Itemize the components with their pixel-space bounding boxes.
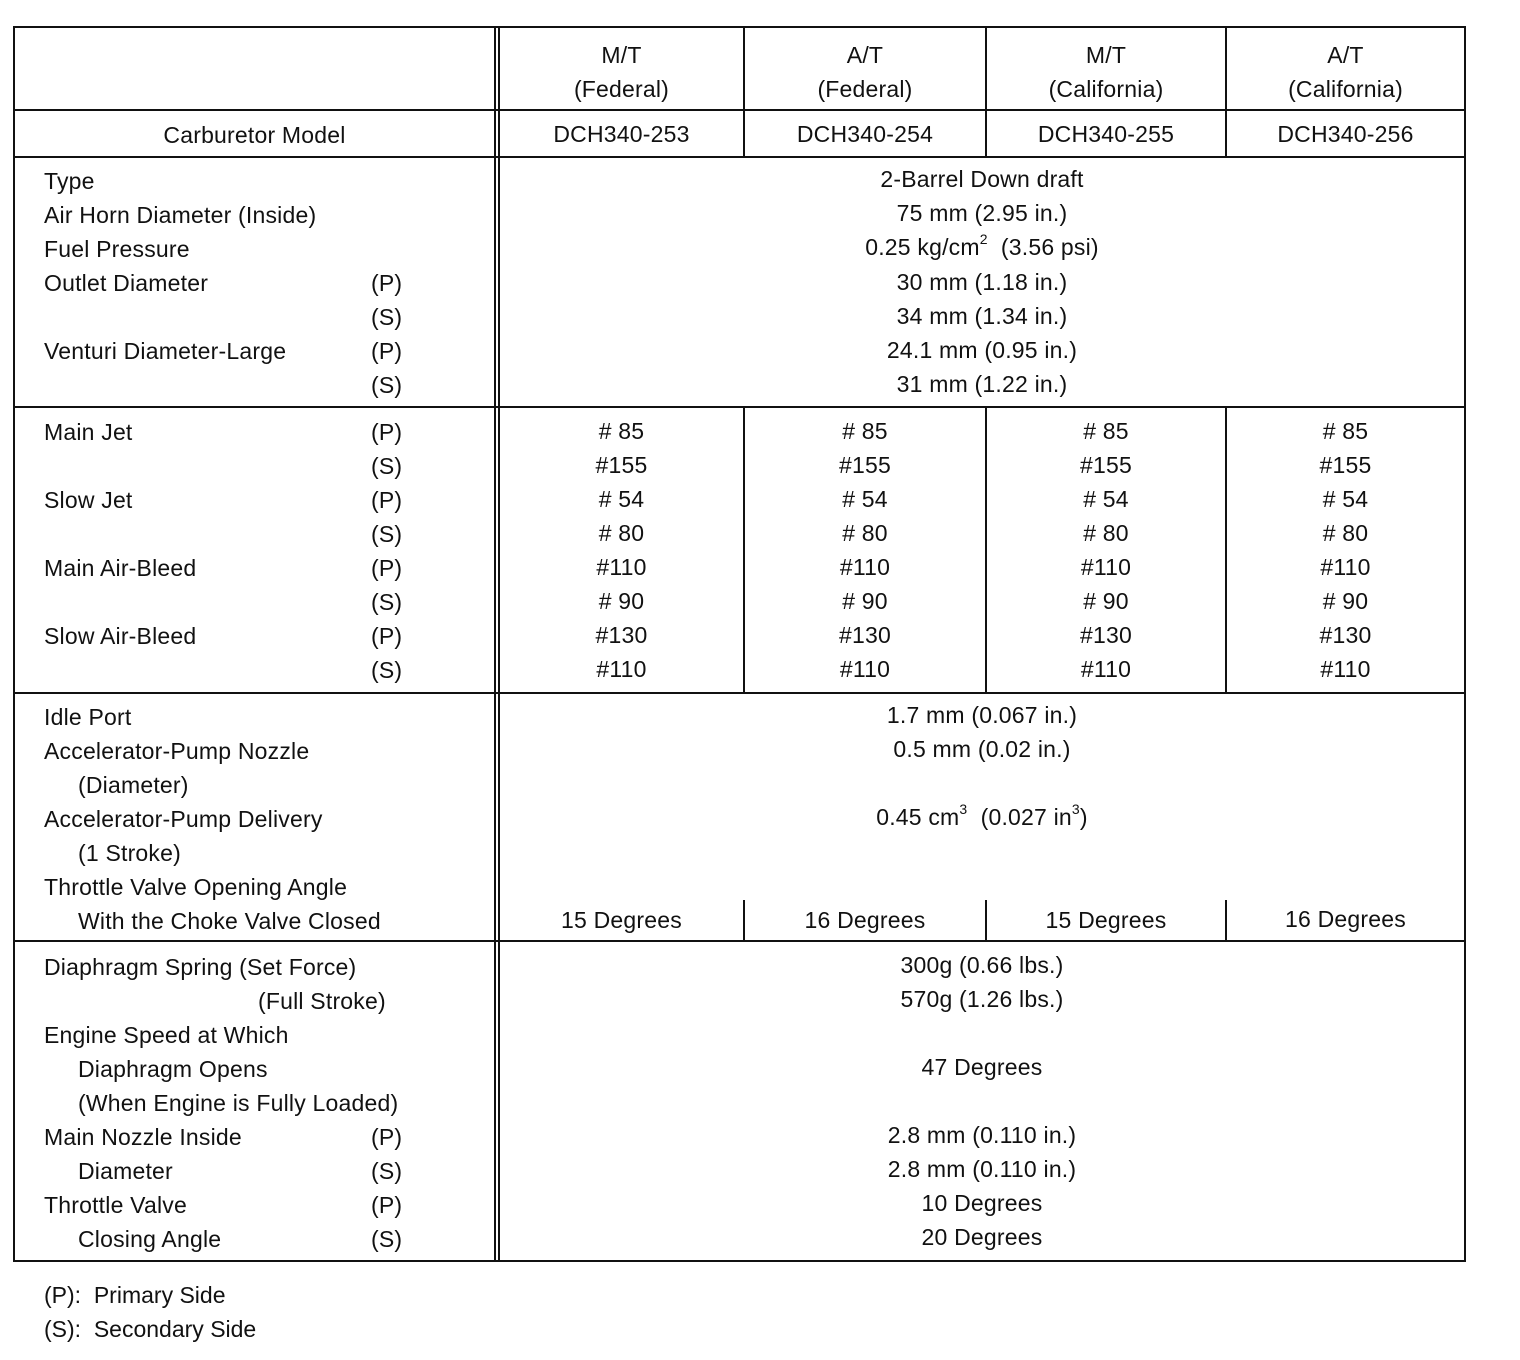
slow-jet-s: # 80 bbox=[1322, 520, 1369, 546]
diaphragm-label-2: (Full Stroke) bbox=[258, 988, 386, 1014]
col4-model: DCH340-256 bbox=[1277, 121, 1414, 147]
outlet-value-s: 34 mm (1.34 in.) bbox=[896, 303, 1068, 329]
main-jet-s: #155 bbox=[839, 452, 891, 478]
main-air-bleed-side-p: (P) bbox=[371, 555, 403, 581]
col2-header-line1: A/T bbox=[846, 42, 884, 68]
slow-air-bleed-s: #110 bbox=[1320, 656, 1371, 682]
col4-header-line2: (California) bbox=[1288, 76, 1403, 102]
throttle-closing-side-p: (P) bbox=[371, 1192, 403, 1218]
note-secondary-key: (S): bbox=[44, 1316, 82, 1342]
main-air-bleed-side-s: (S) bbox=[371, 589, 403, 615]
slow-air-bleed-p: #130 bbox=[595, 622, 648, 648]
air-horn-label: Air Horn Diameter (Inside) bbox=[44, 202, 317, 228]
main-jet-p: # 85 bbox=[598, 418, 645, 444]
note-primary bbox=[44, 1278, 226, 1312]
throttle-closing-side-s: (S) bbox=[371, 1226, 403, 1252]
main-jet-label: Main Jet bbox=[44, 419, 133, 445]
slow-jet-s: # 80 bbox=[842, 520, 888, 546]
slow-air-bleed-side-p: (P) bbox=[371, 623, 403, 649]
pump-nozzle-label-2: (Diameter) bbox=[78, 772, 189, 798]
carburetor-model-label: Carburetor Model bbox=[163, 122, 346, 148]
outlet-side-s: (S) bbox=[371, 304, 403, 330]
pump-delivery-close: ) bbox=[1079, 804, 1088, 830]
slow-air-bleed-p: #130 bbox=[1319, 622, 1372, 648]
carburetor-spec-table bbox=[13, 26, 1466, 1262]
note-primary-text: Primary Side bbox=[93, 1282, 226, 1308]
col3-header-line1: M/T bbox=[1085, 42, 1127, 68]
slow-air-bleed-s: #110 bbox=[596, 656, 647, 682]
air-horn-value: 75 mm (2.95 in.) bbox=[896, 200, 1068, 226]
slow-air-bleed-label: Slow Air-Bleed bbox=[44, 623, 197, 649]
idle-port-value: 1.7 mm (0.067 in.) bbox=[886, 702, 1078, 728]
pump-delivery-exponent-2: 3 bbox=[1071, 801, 1080, 818]
pump-delivery-exponent-1: 3 bbox=[959, 801, 968, 818]
col1-header-line2: (Federal) bbox=[573, 76, 670, 102]
engine-speed-label-3: (When Engine is Fully Loaded) bbox=[78, 1090, 399, 1116]
note-primary-key: (P): bbox=[44, 1282, 82, 1308]
main-air-bleed-s: # 90 bbox=[598, 588, 645, 614]
main-nozzle-value-s: 2.8 mm (0.110 in.) bbox=[887, 1156, 1077, 1182]
main-air-bleed-label: Main Air-Bleed bbox=[44, 555, 197, 581]
main-jet-p: # 85 bbox=[842, 418, 888, 444]
main-nozzle-label-2: Diameter bbox=[78, 1158, 173, 1184]
throttle-closing-value-s: 20 Degrees bbox=[921, 1224, 1043, 1250]
fuel-pressure-label: Fuel Pressure bbox=[44, 236, 190, 262]
slow-jet-s: # 80 bbox=[1083, 520, 1129, 546]
col3-model: DCH340-255 bbox=[1037, 121, 1175, 147]
venturi-value-s: 31 mm (1.22 in.) bbox=[896, 371, 1068, 397]
col1-model: DCH340-253 bbox=[553, 121, 690, 147]
throttle-opening-col1: 15 Degrees bbox=[561, 907, 682, 933]
main-air-bleed-p: #110 bbox=[839, 554, 891, 580]
slow-jet-side-p: (P) bbox=[371, 487, 403, 513]
type-value: 2-Barrel Down draft bbox=[880, 166, 1084, 192]
main-nozzle-side-p: (P) bbox=[371, 1124, 403, 1150]
slow-air-bleed-p: #130 bbox=[1080, 622, 1132, 648]
engine-speed-value: 47 Degrees bbox=[921, 1054, 1043, 1080]
col4-header-line1: A/T bbox=[1327, 42, 1364, 68]
note-secondary-text: Secondary Side bbox=[93, 1316, 257, 1342]
col1-header-line1: M/T bbox=[601, 42, 642, 68]
main-nozzle-value-p: 2.8 mm (0.110 in.) bbox=[887, 1122, 1077, 1148]
pump-delivery-value bbox=[500, 800, 1464, 834]
slow-jet-s: # 80 bbox=[598, 520, 645, 546]
slow-air-bleed-s: #110 bbox=[839, 656, 891, 682]
slow-air-bleed-p: #130 bbox=[839, 622, 891, 648]
note-secondary bbox=[44, 1312, 256, 1346]
section-divider-2 bbox=[15, 692, 1464, 694]
fuel-pressure-exponent: 2 bbox=[979, 231, 988, 248]
throttle-closing-label-2: Closing Angle bbox=[78, 1226, 222, 1252]
col2-model: DCH340-254 bbox=[796, 121, 934, 147]
pump-delivery-label: Accelerator-Pump Delivery bbox=[44, 806, 323, 832]
slow-jet-p: # 54 bbox=[842, 486, 888, 512]
slow-jet-label: Slow Jet bbox=[44, 487, 133, 513]
main-nozzle-label: Main Nozzle Inside bbox=[44, 1124, 242, 1150]
fuel-pressure-value bbox=[500, 230, 1464, 264]
col3-header-line2: (California) bbox=[1048, 76, 1164, 102]
pump-nozzle-value: 0.5 mm (0.02 in.) bbox=[893, 736, 1071, 762]
venturi-value-p: 24.1 mm (0.95 in.) bbox=[886, 337, 1078, 363]
main-jet-s: #155 bbox=[1080, 452, 1132, 478]
fuel-pressure-imperial: (3.56 psi) bbox=[1000, 234, 1099, 260]
diaphragm-label: Diaphragm Spring (Set Force) bbox=[44, 954, 357, 980]
fuel-pressure-metric: 0.25 kg/cm bbox=[865, 234, 980, 260]
section-divider-1 bbox=[15, 406, 1464, 408]
main-air-bleed-p: #110 bbox=[1080, 554, 1132, 580]
main-air-bleed-s: # 90 bbox=[1083, 588, 1129, 614]
main-air-bleed-p: #110 bbox=[596, 554, 647, 580]
pump-nozzle-label: Accelerator-Pump Nozzle bbox=[44, 738, 310, 764]
engine-speed-label-2: Diaphragm Opens bbox=[78, 1056, 268, 1082]
model-row-divider bbox=[15, 156, 1464, 158]
pump-delivery-imperial: (0.027 in bbox=[980, 804, 1072, 830]
main-air-bleed-s: # 90 bbox=[1322, 588, 1369, 614]
main-jet-s: #155 bbox=[1319, 452, 1372, 478]
slow-jet-p: # 54 bbox=[1083, 486, 1129, 512]
main-air-bleed-s: # 90 bbox=[842, 588, 888, 614]
diaphragm-value-2: 570g (1.26 lbs.) bbox=[900, 986, 1064, 1012]
main-air-bleed-p: #110 bbox=[1320, 554, 1371, 580]
venturi-side-s: (S) bbox=[371, 372, 403, 398]
col2-header-line2: (Federal) bbox=[817, 76, 913, 102]
diaphragm-value-1: 300g (0.66 lbs.) bbox=[900, 952, 1064, 978]
main-jet-side-s: (S) bbox=[371, 453, 403, 479]
throttle-opening-col4: 16 Degrees bbox=[1285, 906, 1406, 932]
slow-air-bleed-side-s: (S) bbox=[371, 657, 403, 683]
main-jet-p: # 85 bbox=[1083, 418, 1129, 444]
main-jet-p: # 85 bbox=[1322, 418, 1369, 444]
throttle-opening-label: Throttle Valve Opening Angle bbox=[44, 874, 348, 900]
outlet-side-p: (P) bbox=[371, 270, 403, 296]
throttle-closing-label: Throttle Valve bbox=[44, 1192, 187, 1218]
engine-speed-label: Engine Speed at Which bbox=[44, 1022, 289, 1048]
header-divider bbox=[15, 109, 1464, 111]
outlet-label: Outlet Diameter bbox=[44, 270, 209, 296]
pump-delivery-metric: 0.45 cm bbox=[876, 804, 960, 830]
throttle-opening-label-2: With the Choke Valve Closed bbox=[78, 908, 381, 934]
slow-jet-p: # 54 bbox=[1322, 486, 1369, 512]
slow-jet-p: # 54 bbox=[598, 486, 645, 512]
section-divider-3 bbox=[15, 940, 1464, 942]
slow-jet-side-s: (S) bbox=[371, 521, 403, 547]
venturi-side-p: (P) bbox=[371, 338, 403, 364]
main-jet-side-p: (P) bbox=[371, 419, 403, 445]
idle-port-label: Idle Port bbox=[44, 704, 132, 730]
throttle-closing-value-p: 10 Degrees bbox=[921, 1190, 1043, 1216]
throttle-opening-col3: 15 Degrees bbox=[1045, 907, 1167, 933]
outlet-value-p: 30 mm (1.18 in.) bbox=[896, 269, 1068, 295]
slow-air-bleed-s: #110 bbox=[1080, 656, 1132, 682]
type-label: Type bbox=[44, 168, 95, 194]
main-nozzle-side-s: (S) bbox=[371, 1158, 403, 1184]
venturi-label: Venturi Diameter-Large bbox=[44, 338, 287, 364]
throttle-opening-col2: 16 Degrees bbox=[804, 907, 926, 933]
pump-delivery-label-2: (1 Stroke) bbox=[78, 840, 181, 866]
main-jet-s: #155 bbox=[595, 452, 648, 478]
